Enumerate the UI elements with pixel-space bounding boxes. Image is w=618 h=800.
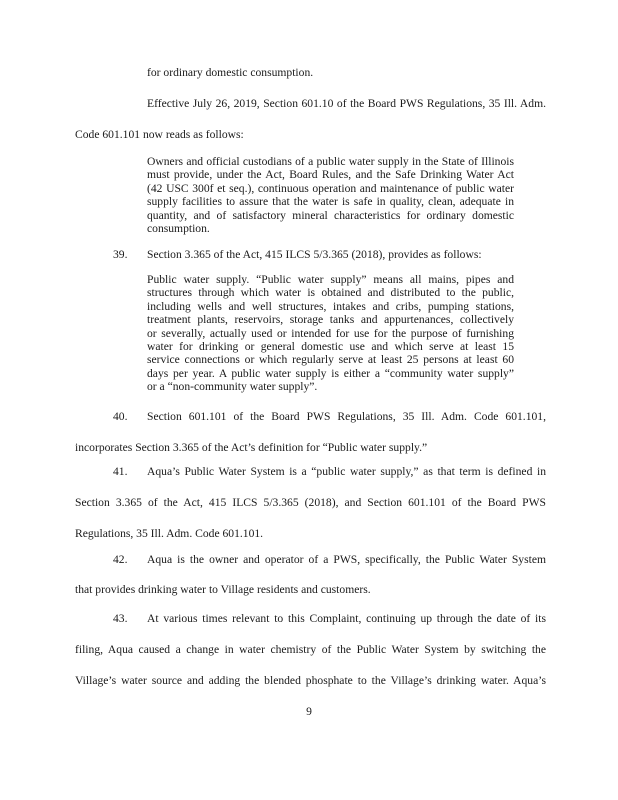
quote-line: Public water supply. “Public water supply” means all mains, pipes and [147,273,514,286]
quote-line: or severally, actually used or intended for use for the purpose of furnishing [147,326,514,340]
paragraph-40-line-2: incorporates Section 3.365 of the Act’s definition for “Public water supply.” [75,441,428,454]
quote-line: consumption. [147,222,210,236]
quote-line: Owners and official custodians of a public water supply in the State of Illinois [147,155,514,168]
paragraph-41-line-2: Section 3.365 of the Act, 415 ILCS 5/3.365 (2018), and Section 601.101 of the Board PWS [75,496,546,509]
block-quote-3365 [147,273,514,394]
paragraph-42-line-2: that provides drinking water to Village residents and customers. [75,583,371,596]
paragraph-41-line-1: Aqua’s Public Water System is a “public water supply,” as that term is defined in [147,465,546,478]
quote-line: supply facilities to assure that the water is safe in quality, clean, adequate in [147,195,514,209]
quote-line: service connections or which regularly serve at least 25 persons at least 60 [147,353,514,367]
paragraph-number-41: 41. [113,465,128,478]
quote-line: water for drinking or general domestic use and which serve at least 15 [147,340,514,354]
quote-line: (42 USC 300f et seq.), continuous operation and maintenance of public water [147,181,514,195]
quote-line: must provide, under the Act, Board Rules, and the Safe Drinking Water Act [147,168,514,182]
quote-line: quantity, and of satisfactory mineral characteristics for ordinary domestic [147,208,514,222]
paragraph-40-line-1: Section 601.101 of the Board PWS Regulations, 35 Ill. Adm. Code 601.101, [147,410,546,423]
effective-paragraph-line-2: Code 601.101 now reads as follows: [75,128,244,141]
quote-line: or a “non-community water supply”. [147,380,318,394]
quote-line: including wells and well structures, intakes and cribs, pumping stations, [147,299,514,313]
quote-line: structures through which water is obtained and distributed to the public, [147,286,514,300]
paragraph-number-40: 40. [113,410,128,423]
paragraph-43-line-1: At various times relevant to this Complaint, continuing up through the date of its [147,612,546,625]
effective-paragraph-line-1: Effective July 26, 2019, Section 601.10 of the Board PWS Regulations, 35 Ill. Adm. [147,97,546,110]
quote-line: days per year. A public water supply is either a “community water supply” [147,366,514,380]
paragraph-number-43: 43. [113,612,128,625]
paragraph-43-line-2: filing, Aqua caused a change in water chemistry of the Public Water System by switching the [75,643,546,656]
paragraph-42-line-1: Aqua is the owner and operator of a PWS, specifically, the Public Water System [147,553,546,566]
quote-line: treatment plants, reservoirs, storage tanks and appurtenances, collectively [147,313,514,327]
block-quote-601 [147,155,514,235]
paragraph-39-text: Section 3.365 of the Act, 415 ILCS 5/3.365 (2018), provides as follows: [147,248,482,261]
paragraph-number-42: 42. [113,553,128,566]
paragraph-43-line-3: Village’s water source and adding the blended phosphate to the Village’s drinking water. Aqua’s [75,674,546,687]
paragraph-number-39: 39. [113,248,128,261]
page-number: 9 [306,705,312,718]
quote-tail-line: for ordinary domestic consumption. [147,66,314,79]
paragraph-41-line-3: Regulations, 35 Ill. Adm. Code 601.101. [75,527,264,540]
